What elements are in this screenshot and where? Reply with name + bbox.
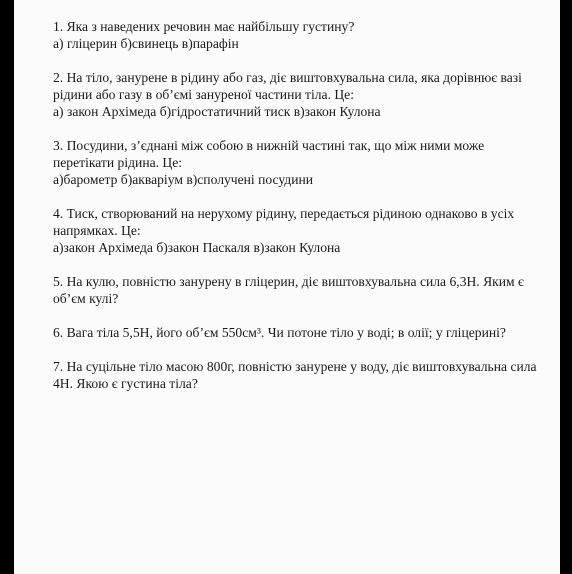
question-text: 2. На тіло, занурене в рідину або газ, діє виштовхувальна сила, яка дорівнює вазі рідини або газу в об’ємі зануреної частини тіла. Це: [53, 70, 522, 102]
question-text: 5. На кулю, повністю занурену в гліцерин, діє виштовхувальна сила 6,3Н. Яким є об’єм кулі? [53, 274, 524, 306]
question-text: 6. Вага тіла 5,5Н, його об’єм 550см³. Чи потоне тіло у воді; в олії; у гліцерині? [53, 325, 506, 340]
question-1 [53, 18, 543, 52]
question-4 [53, 205, 543, 256]
question-6 [53, 324, 543, 341]
questions-list [53, 18, 543, 409]
question-text: 4. Тиск, створюваний на нерухому рідину, передається рідиною однаково в усіх напрямках. Це: [53, 206, 515, 238]
question-7 [53, 358, 543, 392]
question-3 [53, 137, 543, 188]
cropped-top-line [54, 0, 534, 3]
cropped-text-fragment [54, 0, 534, 3]
question-2 [53, 69, 543, 120]
answer-options: а) закон Архімеда б)гідростатичний тиск в)закон Кулона [53, 104, 381, 119]
answer-options: а) гліцерин б)свинець в)парафін [53, 36, 239, 51]
answer-options: а)закон Архімеда б)закон Паскаля в)закон Кулона [53, 240, 341, 255]
question-text: 7. На суцільне тіло масою 800г, повністю занурене у воду, діє виштовхувальна сила 4Н. Якою є густина тіла? [53, 359, 537, 391]
question-text: 3. Посудини, з’єднані між собою в нижній частині так, що між ними може перетікати рідина. Це: [53, 138, 485, 170]
document-page [14, 0, 560, 574]
answer-options: а)барометр б)акваріум в)сполучені посудини [53, 172, 314, 187]
question-text: 1. Яка з наведених речовин має найбільшу густину? [53, 19, 355, 34]
question-5 [53, 273, 543, 307]
